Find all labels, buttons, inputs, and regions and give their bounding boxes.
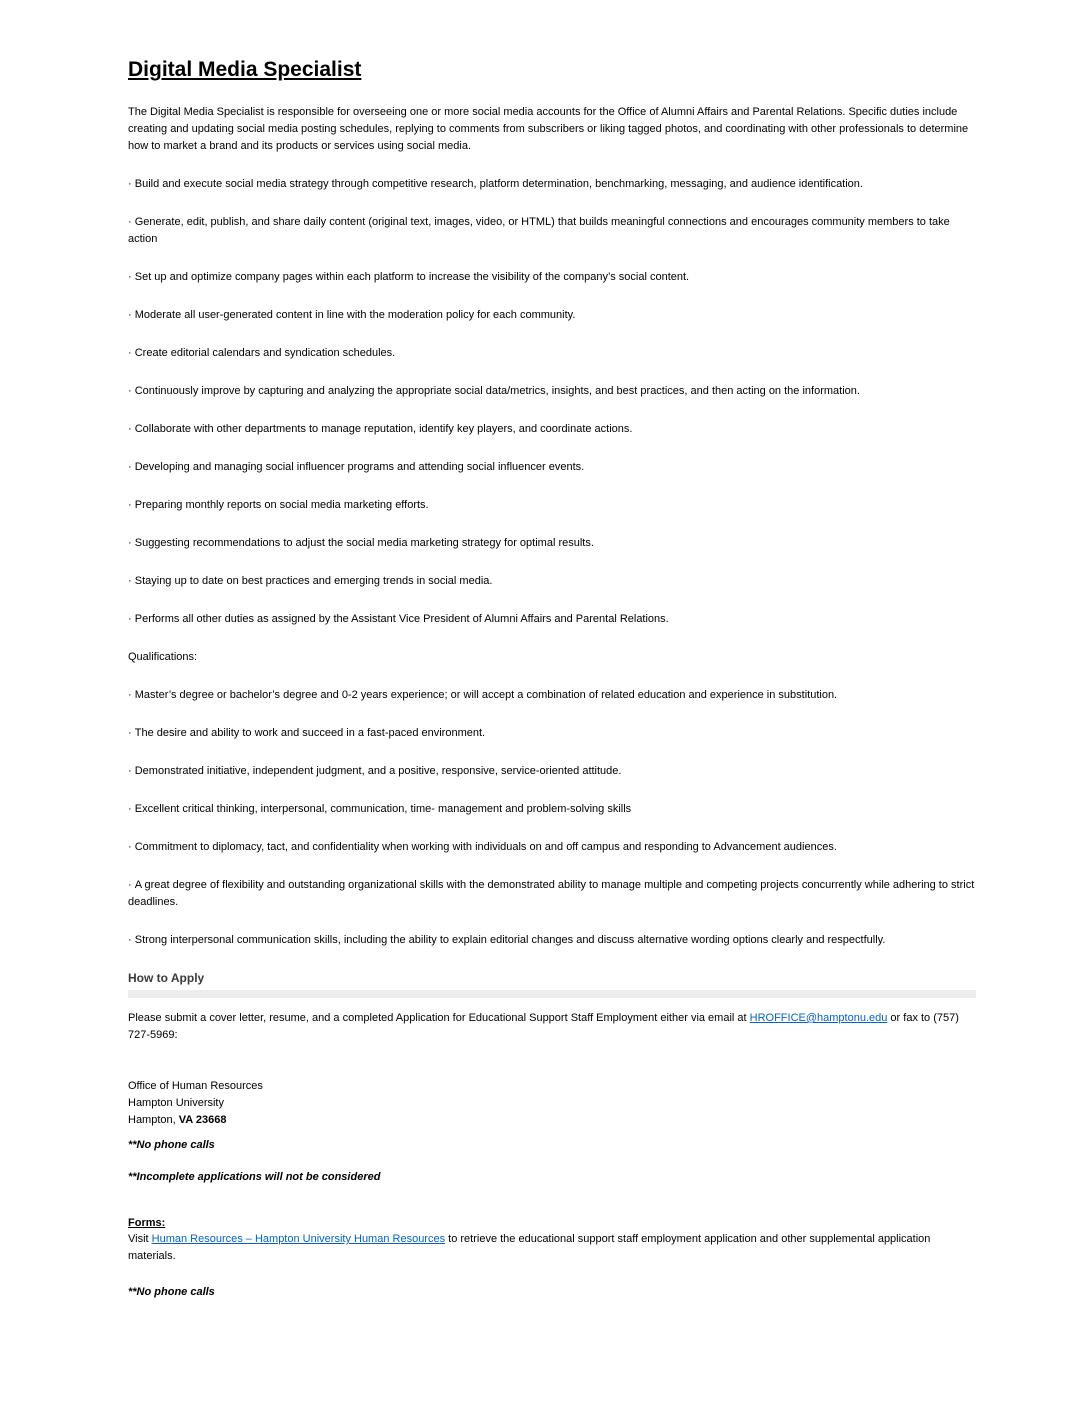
- forms-text-before: Visit: [128, 1233, 152, 1245]
- duty-item: · Preparing monthly reports on social media marketing efforts.: [128, 497, 976, 514]
- qualification-item: · Excellent critical thinking, interpersonal, communication, time- management and problem-solving skills: [128, 801, 976, 818]
- apply-instructions: [128, 1010, 976, 1044]
- qualification-item: · Demonstrated initiative, independent judgment, and a positive, responsive, service-oriented attitude.: [128, 763, 976, 780]
- duty-item: · Set up and optimize company pages within each platform to increase the visibility of the company’s social content.: [128, 269, 976, 286]
- duty-item: · Generate, edit, publish, and share daily content (original text, images, video, or HTML) that builds meaningful connections and encourages community members to take action: [128, 214, 976, 248]
- qualification-item: · Commitment to diplomacy, tact, and confidentiality when working with individuals on and off campus and responding to Advancement audiences.: [128, 839, 976, 856]
- apply-instructions-text: Please submit a cover letter, resume, and a completed Application for Educational Support Staff Employment either via email at: [128, 1012, 750, 1024]
- duty-item: · Suggesting recommendations to adjust the social media marketing strategy for optimal results.: [128, 535, 976, 552]
- address-line: Office of Human Resources: [128, 1080, 263, 1092]
- page-title: Digital Media Specialist: [128, 58, 362, 81]
- duty-item: · Build and execute social media strategy through competitive research, platform determination, benchmarking, messaging, and audience identification.: [128, 176, 976, 193]
- duty-item: · Staying up to date on best practices and emerging trends in social media.: [128, 573, 976, 590]
- intro-paragraph: The Digital Media Specialist is responsible for overseeing one or more social media accounts for the Office of Alumni Affairs and Parental Relations. Specific duties include creating and updating social media posting schedules, replying to comments from subscribers or liking tagged photos, and coordinating with other professionals to determine how to market a brand and its products or services using social media.: [128, 106, 969, 152]
- duty-item: · Continuously improve by capturing and analyzing the appropriate social data/metrics, insights, and best practices, and then acting on the information.: [128, 383, 976, 400]
- address-line: Hampton University: [128, 1097, 224, 1109]
- heading-divider: [128, 990, 976, 998]
- address-city: Hampton,: [128, 1114, 179, 1126]
- forms-heading: Forms:: [128, 1217, 166, 1229]
- qualification-item: · Master’s degree or bachelor’s degree and 0-2 years experience; or will accept a combination of related education and experience in substitution.: [128, 687, 976, 704]
- duty-item: · Create editorial calendars and syndication schedules.: [128, 345, 976, 362]
- duty-item: · Developing and managing social influencer programs and attending social influencer events.: [128, 459, 976, 476]
- qualifications-label: Qualifications:: [128, 651, 198, 663]
- incomplete-applications-note: **Incomplete applications will not be considered: [128, 1171, 381, 1183]
- no-phone-calls-note-final: **No phone calls: [128, 1286, 215, 1298]
- address-state-zip: VA 23668: [178, 1114, 227, 1126]
- hr-email-link[interactable]: HROFFICE@hamptonu.edu: [749, 1012, 888, 1024]
- qualification-item: · A great degree of flexibility and outstanding organizational skills with the demonstrated ability to manage multiple and competing projects concurrently while adhering to strict deadlines.: [128, 877, 976, 911]
- how-to-apply-heading: How to Apply: [128, 971, 205, 985]
- address-line: [128, 1112, 976, 1129]
- qualification-item: · The desire and ability to work and succeed in a fast-paced environment.: [128, 725, 976, 742]
- duty-item: · Collaborate with other departments to manage reputation, identify key players, and coordinate actions.: [128, 421, 976, 438]
- apply-instructions-tail: or fax to (757) 727-5969:: [128, 1012, 959, 1041]
- forms-text-after: to retrieve the educational support staff employment application and other supplemental application materials.: [128, 1233, 931, 1262]
- forms-instructions: [128, 1231, 976, 1265]
- duty-item: · Moderate all user-generated content in line with the moderation policy for each community.: [128, 307, 976, 324]
- no-phone-calls-note: **No phone calls: [128, 1139, 215, 1151]
- duty-item: · Performs all other duties as assigned by the Assistant Vice President of Alumni Affairs and Parental Relations.: [128, 611, 976, 628]
- hr-forms-link[interactable]: Human Resources – Hampton University Human Resources: [151, 1233, 446, 1245]
- qualification-item: · Strong interpersonal communication skills, including the ability to explain editorial changes and discuss alternative wording options clearly and respectfully.: [128, 932, 976, 949]
